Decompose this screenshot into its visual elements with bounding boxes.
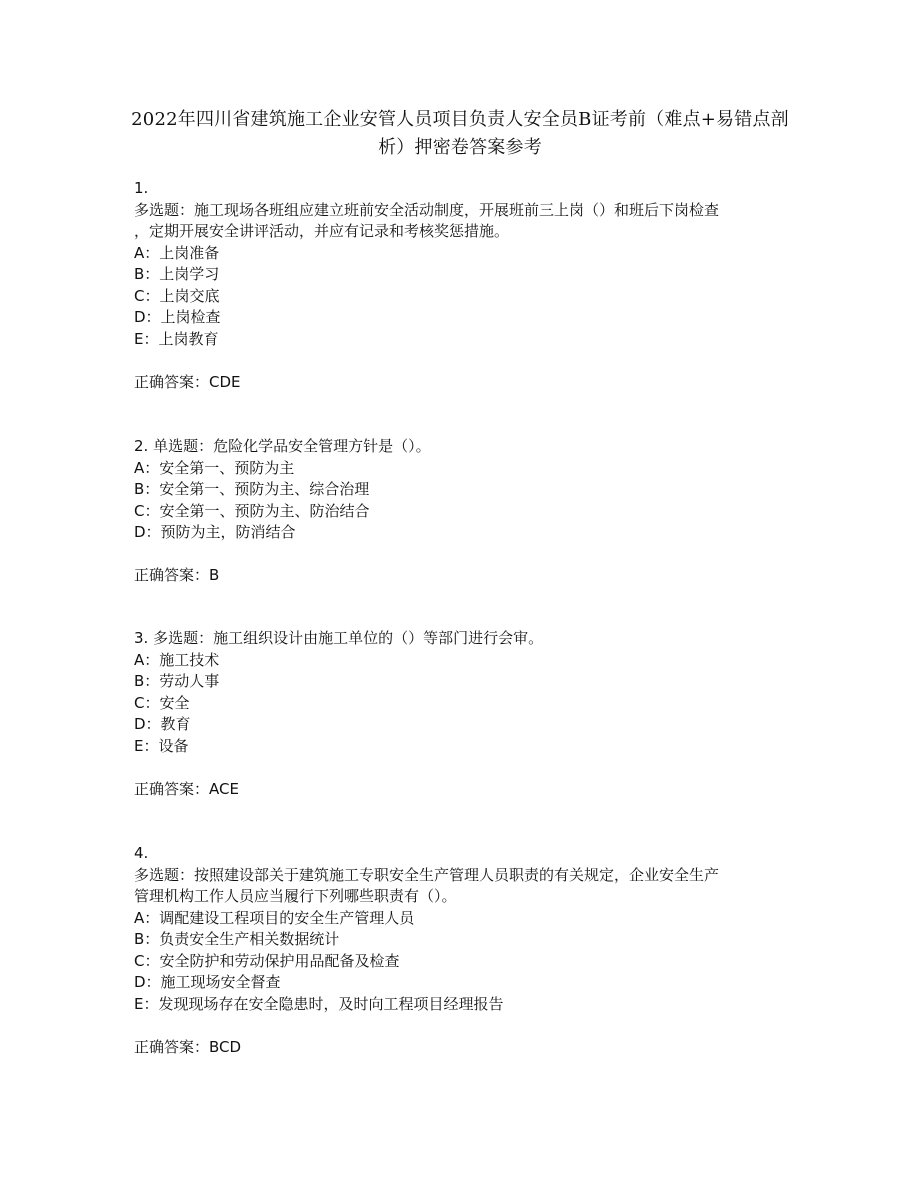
option-b: B：安全第一、预防为主、综合治理 xyxy=(134,480,370,498)
document-title-line-1: 2022年四川省建筑施工企业安管人员项目负责人安全员B证考前（难点+易错点剖 xyxy=(131,109,789,130)
question-text: 多选题：施工现场各班组应建立班前安全活动制度，开展班前三上岗（）和班后下岗检查 xyxy=(134,200,720,219)
option-c: C：上岗交底 xyxy=(134,286,220,305)
question-number: 1. xyxy=(134,179,149,197)
option-e: E：设备 xyxy=(134,736,189,755)
option-a: A：上岗准备 xyxy=(134,243,220,262)
correct-answer: 正确答案：B xyxy=(134,566,220,584)
option-a: A：施工技术 xyxy=(134,650,220,669)
document-title xyxy=(120,106,800,162)
question-text: 管理机构工作人员应当履行下列哪些职责有（）。 xyxy=(134,887,457,905)
question-number: 4. xyxy=(134,844,149,862)
question-text: 多选题：按照建设部关于建筑施工专职安全生产管理人员职责的有关规定，企业安全生产 xyxy=(134,865,720,884)
question-text: ，定期开展安全讲评活动，并应有记录和考核奖惩措施。 xyxy=(134,222,510,240)
option-a: A：调配建设工程项目的安全生产管理人员 xyxy=(134,908,415,927)
question-text: 2. 单选题：危险化学品安全管理方针是（）。 xyxy=(134,437,431,455)
option-d: D：施工现场安全督查 xyxy=(134,973,281,991)
option-b: B：上岗学习 xyxy=(134,265,220,283)
option-e: E：上岗教育 xyxy=(134,329,219,348)
document-title-line-2: 析）押密卷答案参考 xyxy=(378,137,542,158)
option-d: D：预防为主，防消结合 xyxy=(134,523,296,541)
option-c: C：安全防护和劳动保护用品配备及检查 xyxy=(134,951,400,970)
option-d: D：教育 xyxy=(134,715,191,733)
correct-answer: 正确答案：CDE xyxy=(134,372,241,391)
question-4 xyxy=(134,843,794,1058)
question-text: 3. 多选题：施工组织设计由施工单位的（）等部门进行会审。 xyxy=(134,629,544,647)
option-b: B：劳动人事 xyxy=(134,672,220,690)
question-1 xyxy=(134,178,794,393)
option-e: E：发现现场存在安全隐患时，及时向工程项目经理报告 xyxy=(134,994,504,1013)
option-b: B：负责安全生产相关数据统计 xyxy=(134,930,340,948)
option-a: A：安全第一、预防为主 xyxy=(134,458,295,477)
question-3 xyxy=(134,628,794,800)
correct-answer: 正确答案：ACE xyxy=(134,779,239,798)
option-c: C：安全第一、预防为主、防治结合 xyxy=(134,501,370,520)
option-c: C：安全 xyxy=(134,693,190,712)
question-2 xyxy=(134,436,794,587)
correct-answer: 正确答案：BCD xyxy=(134,1037,242,1056)
option-d: D：上岗检查 xyxy=(134,308,221,326)
